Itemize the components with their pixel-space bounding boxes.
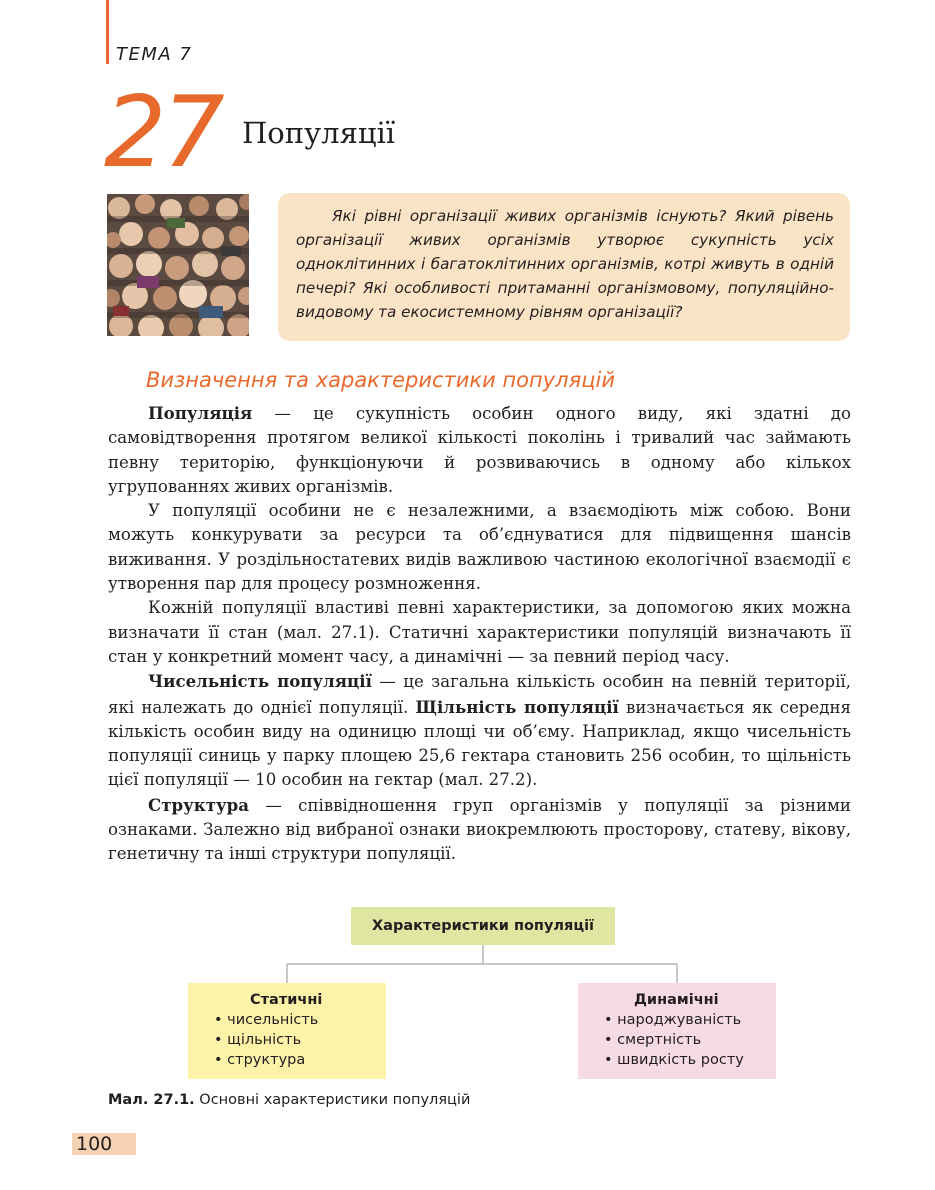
paragraph-text: визначається як середня кількість особин виду на одиницю площі чи об’єму. Наприклад, якщо чисельність популяції синиць у парку площею 25,6 гектара становить 256 особин, то щільність цієї популяції — 10 особин на гектар (мал. 27.2). <box>108 697 851 790</box>
theme-label: ТЕМА 7 <box>116 44 193 65</box>
caption-label: Мал. 27.1. <box>108 1092 195 1108</box>
static-item: • щільність <box>214 1030 386 1050</box>
crowd-photo-illustration <box>107 194 249 336</box>
paragraph-structure <box>108 793 851 867</box>
paragraph-interaction: У популяції особини не є незалежними, а взаємодіють між собою. Вони можуть конкурувати за ресурси та об’єднуватися для підвищення шансів виживання. У роздільностатевих видів важливою частиною екологічної взаємодії є утворення пар для процесу розмноження. <box>108 501 851 594</box>
caption-text: Основні характеристики популяцій <box>194 1092 471 1108</box>
section-heading: Визначення та характеристики популяцій <box>146 368 616 392</box>
static-item: • чисельність <box>214 1010 386 1030</box>
dynamic-item: • народжуваність <box>604 1010 776 1030</box>
paragraph-text: — це загальна кількість особин на певній території, які належать до однієї популяції. <box>108 672 851 717</box>
term-structure: Структура <box>148 794 249 815</box>
term-population: Популяція <box>148 403 253 423</box>
crowd-photo <box>107 194 249 336</box>
term-population-density: Щільність популяції <box>415 696 619 717</box>
theme-accent-bar <box>106 0 109 64</box>
static-title: Статичні <box>250 992 323 1008</box>
paragraph-definition <box>108 401 851 499</box>
term-population-size: Чисельність популяції <box>148 671 372 692</box>
figure-caption <box>108 1092 470 1108</box>
lesson-number: 27 <box>104 76 221 190</box>
paragraph-text: — співвідношення груп організмів у популяції за різними ознаками. Залежно від вибраної ознаки виокремлюють просторову, статеву, вікову, генетичну та інші структури популяції. <box>108 795 851 864</box>
intro-questions: Які рівні організації живих організмів існують? Який рівень організації живих організмів утворює сукупність усіх одноклітинних і багатоклітинних організмів, котрі живуть в одній печері? Які особливості притаманні організмовому, популяційно-видовому та екосистемному рівням організації? <box>278 193 850 341</box>
paragraph-text: — це сукупність особин одного виду, які здатні до самовідтворення протягом великої кількості поколінь і тривалий час займають певну територію, функціонуючи й розвиваючись в одному або кількох угрупованнях живих організмів. <box>108 404 851 496</box>
paragraph-characteristics: Кожній популяції властиві певні характеристики, за допомогою яких можна визначати її стан (мал. 27.1). Статичні характеристики популяцій визначають її стан у конкретний момент часу, а динамічні — за певний період часу. <box>108 598 851 666</box>
diagram-static-box <box>188 983 386 1079</box>
dynamic-item: • смертність <box>604 1030 776 1050</box>
diagram-dynamic-box <box>578 983 776 1079</box>
dynamic-title: Динамічні <box>634 992 719 1008</box>
body-text <box>108 401 851 867</box>
lesson-title: Популяції <box>242 116 396 150</box>
page-number: 100 <box>72 1133 136 1155</box>
static-item: • структура <box>214 1050 386 1070</box>
diagram-root-box: Характеристики популяції <box>351 907 615 945</box>
dynamic-item: • швидкість росту <box>604 1050 776 1070</box>
paragraph-size-density <box>108 669 851 792</box>
